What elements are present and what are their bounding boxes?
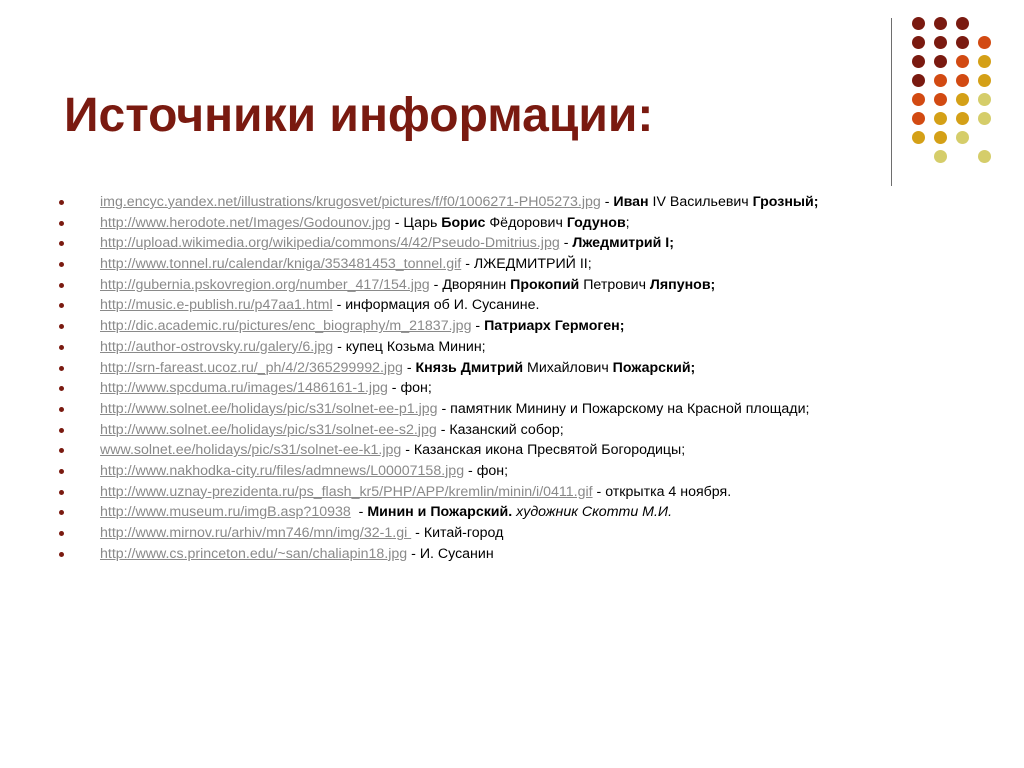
bullet-icon xyxy=(59,552,64,557)
bullet-icon xyxy=(59,490,64,495)
reference-link[interactable]: http://www.spcduma.ru/images/1486161-1.jpg xyxy=(100,380,388,397)
decorative-dot xyxy=(934,36,947,49)
reference-description: Борис xyxy=(441,214,486,231)
reference-description: Ляпунов; xyxy=(649,276,716,293)
reference-description: Иван xyxy=(613,194,649,210)
reference-link[interactable]: http://www.herodote.net/Images/Godounov.jpg xyxy=(100,214,391,231)
bullet-icon xyxy=(59,407,64,412)
decorative-dot-grid xyxy=(0,0,1024,200)
reference-item xyxy=(58,525,958,542)
decorative-dot xyxy=(978,112,991,125)
reference-item xyxy=(58,422,958,439)
separator: - xyxy=(402,359,416,376)
reference-item xyxy=(58,235,958,252)
decorative-dot xyxy=(978,93,991,106)
reference-description: купец Козьма Минин; xyxy=(345,338,486,355)
decorative-dot xyxy=(912,55,925,68)
decorative-dot xyxy=(934,17,947,30)
decorative-dot xyxy=(934,131,947,144)
decorative-dot xyxy=(912,93,925,106)
reference-link[interactable]: http://www.solnet.ee/holidays/pic/s31/solnet-ee-s2.jpg xyxy=(100,421,437,438)
bullet-icon xyxy=(59,366,64,371)
reference-description: И. Сусанин xyxy=(419,545,494,562)
separator: - xyxy=(464,462,477,479)
reference-description: Патриарх Гермоген; xyxy=(484,318,625,335)
reference-link[interactable]: http://www.museum.ru/imgB.asp?10938 xyxy=(100,504,351,521)
reference-link[interactable]: http://www.tonnel.ru/calendar/kniga/353481453_tonnel.gif xyxy=(100,256,462,273)
decorative-dot xyxy=(912,74,925,87)
reference-item xyxy=(58,339,958,356)
reference-description: художник Скотти М.И. xyxy=(516,504,673,521)
reference-description: Минин и Пожарский. xyxy=(367,504,513,521)
reference-link[interactable]: http://music.e-publish.ru/p47aa1.html xyxy=(100,297,333,314)
reference-description: Казанская икона Пресвятой Богородицы; xyxy=(413,442,686,459)
reference-description: ; xyxy=(625,214,630,231)
reference-description: Дворянин xyxy=(442,276,511,293)
reference-description: Казанский собор; xyxy=(449,421,564,438)
bullet-icon xyxy=(59,510,64,515)
decorative-dot xyxy=(956,36,969,49)
bullet-icon xyxy=(59,345,64,350)
separator: - xyxy=(559,235,573,252)
reference-description: Китай-город xyxy=(423,525,504,541)
decorative-dot xyxy=(978,150,991,163)
reference-item xyxy=(58,277,958,294)
bullet-icon xyxy=(59,221,64,226)
bullet-icon xyxy=(59,262,64,267)
separator: - xyxy=(401,442,414,459)
decorative-dot xyxy=(956,131,969,144)
bullet-icon xyxy=(59,531,64,536)
reference-item xyxy=(58,318,958,335)
slide-title: Источники информации: xyxy=(64,89,654,142)
reference-item xyxy=(58,484,958,501)
reference-link[interactable]: http://www.solnet.ee/holidays/pic/s31/solnet-ee-p1.jpg xyxy=(100,400,438,417)
reference-item xyxy=(58,380,958,397)
reference-item xyxy=(58,504,958,521)
reference-description: Лжедмитрий I; xyxy=(572,235,674,252)
bullet-icon xyxy=(59,241,64,246)
reference-description: ЛЖЕДМИТРИЙ II; xyxy=(473,256,592,273)
bullet-icon xyxy=(59,386,64,391)
reference-description: IV Васильевич xyxy=(648,194,753,210)
reference-link[interactable]: http://www.uznay-prezidenta.ru/ps_flash_kr5/PHP/APP/kremlin/minin/i/0411.gif xyxy=(100,483,593,500)
separator: - xyxy=(333,338,346,355)
separator: - xyxy=(332,297,346,314)
reference-item xyxy=(58,256,958,273)
decorative-dot xyxy=(956,93,969,106)
decorative-dot xyxy=(956,55,969,68)
decorative-dot xyxy=(956,74,969,87)
divider-line xyxy=(891,18,892,186)
decorative-dot xyxy=(934,112,947,125)
reference-item xyxy=(58,463,958,480)
separator: - xyxy=(387,380,401,397)
reference-description: Фёдорович xyxy=(485,214,567,231)
decorative-dot xyxy=(934,74,947,87)
separator: - xyxy=(411,525,424,541)
reference-link[interactable]: http://srn-fareast.ucoz.ru/_ph/4/2/365299992.jpg xyxy=(100,359,403,376)
separator: - xyxy=(436,421,450,438)
reference-description: Прокопий xyxy=(510,276,580,293)
reference-link[interactable]: http://gubernia.pskovregion.org/number_417/154.jpg xyxy=(100,276,430,293)
decorative-dot xyxy=(912,17,925,30)
reference-description: Пожарский; xyxy=(612,359,696,376)
reference-link[interactable]: http://www.cs.princeton.edu/~san/chaliapin18.jpg xyxy=(100,545,408,562)
reference-link[interactable]: http://dic.academic.ru/pictures/enc_biography/m_21837.jpg xyxy=(100,318,472,335)
reference-item xyxy=(58,194,910,211)
reference-description: информация об И. Сусанине. xyxy=(345,297,540,314)
reference-item xyxy=(58,401,958,418)
bullet-icon xyxy=(59,448,64,453)
separator: - xyxy=(437,400,451,417)
reference-description: Петрович xyxy=(579,276,650,293)
reference-list xyxy=(58,194,958,566)
separator: - xyxy=(461,256,474,273)
decorative-dot xyxy=(956,112,969,125)
reference-description: Грозный; xyxy=(752,194,819,210)
bullet-icon xyxy=(59,324,64,329)
reference-item xyxy=(58,546,958,563)
decorative-dot xyxy=(978,36,991,49)
separator: - xyxy=(407,545,420,562)
reference-link[interactable]: http://author-ostrovsky.ru/galery/6.jpg xyxy=(100,338,334,355)
reference-description: фон; xyxy=(476,462,509,479)
separator: - xyxy=(350,504,368,521)
decorative-dot xyxy=(934,93,947,106)
bullet-icon xyxy=(59,283,64,288)
reference-item xyxy=(58,215,958,232)
reference-item xyxy=(58,297,958,314)
reference-link[interactable]: img.encyc.yandex.net/illustrations/krugosvet/pictures/f/f0/1006271-PH05273.jpg xyxy=(100,194,601,210)
decorative-dot xyxy=(934,150,947,163)
reference-item xyxy=(58,360,958,377)
reference-description: фон; xyxy=(400,380,432,397)
reference-description: памятник Минину и Пожарскому на Красной площади; xyxy=(450,400,810,417)
reference-description: Князь Дмитрий xyxy=(415,359,524,376)
separator: - xyxy=(429,276,443,293)
bullet-icon xyxy=(59,303,64,308)
reference-link[interactable]: http://www.mirnov.ru/arhiv/mn746/mn/img/32-1.gi xyxy=(100,525,412,541)
reference-description: Михайлович xyxy=(523,359,613,376)
separator: - xyxy=(592,483,606,500)
separator: - xyxy=(390,214,404,231)
reference-item xyxy=(58,442,958,459)
bullet-icon xyxy=(59,469,64,474)
separator: - xyxy=(471,318,485,335)
reference-description: Царь xyxy=(403,214,442,231)
reference-link[interactable]: www.solnet.ee/holidays/pic/s31/solnet-ee-k1.jpg xyxy=(100,442,402,459)
decorative-dot xyxy=(912,36,925,49)
decorative-dot xyxy=(934,55,947,68)
decorative-dot xyxy=(978,55,991,68)
reference-link[interactable]: http://upload.wikimedia.org/wikipedia/commons/4/42/Pseudo-Dmitrius.jpg xyxy=(100,235,560,252)
decorative-dot xyxy=(956,17,969,30)
reference-link[interactable]: http://www.nakhodka-city.ru/files/admnews/L00007158.jpg xyxy=(100,462,465,479)
bullet-icon xyxy=(59,200,64,205)
decorative-dot xyxy=(912,112,925,125)
separator: - xyxy=(600,194,614,210)
reference-description: Годунов xyxy=(566,214,626,231)
decorative-dot xyxy=(912,131,925,144)
reference-description: открытка 4 ноября. xyxy=(605,483,732,500)
bullet-icon xyxy=(59,428,64,433)
decorative-dot xyxy=(978,74,991,87)
